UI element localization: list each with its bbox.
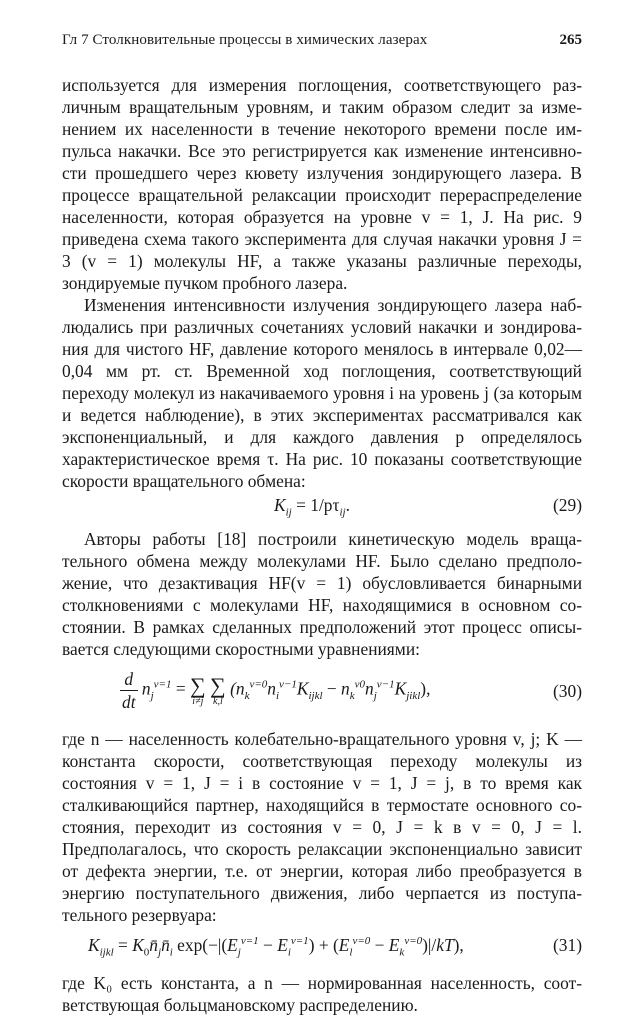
paragraph-4: где n — населенность колебательно-вращательного уровня v, j; K — константа скорости, соответствующая переходу молекулы из состояния v = 1, J = i в состояние v = 1, J = j, в то время как сталкивающийся партнер, находящийся в термостате основного состояния, переходит из состояния v = 0, J = k в v = 0, J = l. Предполагалось, что скорость релаксации экспоненциально зависит от дефекта энергии, т.е. от энергии, которая либо преобразуется в энергию поступательного движения, либо черпается из поступательного резервуара: (62, 729, 582, 925)
equation-29 (62, 494, 582, 524)
paragraph-3: Авторы работы [18] построили кинетическую модель вращательного обмена между молекулами HF. Было сделано предположение, что дезактивация HF(v = 1) обусловливается бинарными столкновениями с молекулами HF, находящимися в основном состоянии. В рамках сделанных предположений этот процесс описывается следующими скоростными уравнениями: (62, 529, 582, 659)
body-text (62, 74, 582, 1016)
equation-30-number: (30) (553, 681, 582, 701)
document-page (62, 32, 582, 1016)
equation-31 (62, 934, 582, 968)
equation-30-expression: $\frac{d}{dt}$ $n_j^{v=1}$ = ∑ i≠j ∑ k,l $(n_k^{v=0}n_i^{v-1}K_{ijkl} - n_k^{v0}n_j^{v-1}K_{jikl})$, (122, 669, 431, 712)
paragraph-2: Изменения интенсивности излучения зондирующего лазера наблюдались при различных сочетаниях условий накачки и зондирования для чистого HF, давление которого менялось в интервале 0,02—0,04 мм рт. ст. Временной ход поглощения, соответствующий переходу молекул из накачиваемого уровня i на уровень j (за которым и ведется наблюдение), в этих экспериментах рассматривался как экспоненциальный, и для каждого давления p определялось характеристическое время τ. На рис. 10 показаны соответствующие скорости вращательного обмена: (62, 295, 582, 491)
page-number: 265 (559, 32, 582, 48)
equation-29-number: (29) (553, 495, 582, 515)
paragraph-5: где K₀ есть константа, а n — нормированная населенность, соответствующая больцмановскому распределению. (62, 973, 582, 1015)
running-title: Гл 7 Столкновительные процессы в химических лазерах (62, 32, 428, 48)
equation-31-number: (31) (553, 935, 582, 955)
equation-29-expression: $K_{ij} = 1/p\tau_{ij}$. (274, 495, 350, 519)
paragraph-1: используется для измерения поглощения, соответствующего различным вращательным уровням, и таким образом следит за изменением их населенности в течение некоторого времени после импульса накачки. Все это регистрируется как изменение интенсивности прошедшего через кювету излучения зондирующего лазера. В процессе вращательной релаксации происходит перераспределение населенности, которая образуется на уровне v = 1, J. На рис. 9 приведена схема такого эксперимента для случая накачки уровня J = 3 (v = 1) молекулы HF, а также указаны различные переходы, зондируемые пучком пробного лазера. (62, 75, 582, 293)
equation-30 (62, 662, 582, 724)
page-header (62, 32, 582, 56)
equation-31-expression: $K_{ijkl}$ = $K_0n̄_jn̄_i$ $\exp(-|(E_j^{v=1} - E_i^{v=1}) + (E_l^{v=0} - E_k^{v=0})|/kT)$, (88, 935, 464, 959)
